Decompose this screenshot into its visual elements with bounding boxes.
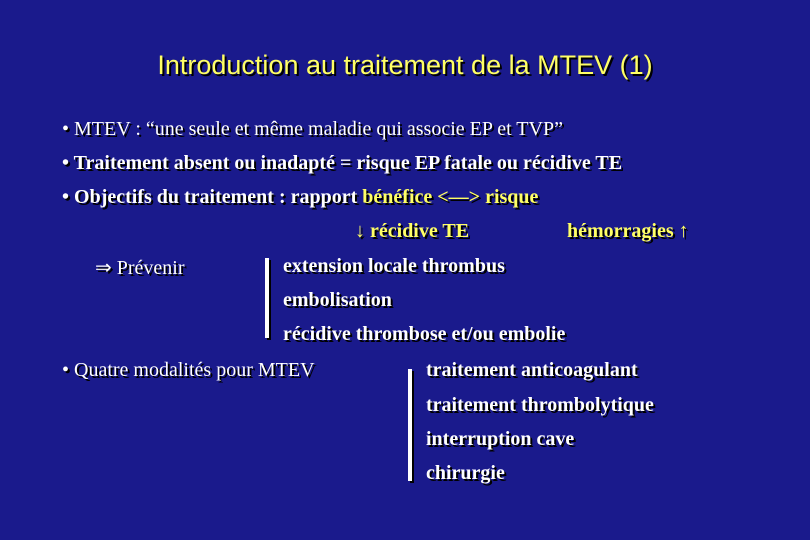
recidive-te-row bbox=[355, 220, 469, 243]
modalite-item-3: interruption cave bbox=[426, 428, 575, 450]
prevenir-item-3: récidive thrombose et/ou embolie bbox=[283, 323, 566, 345]
double-arrow: <—> bbox=[437, 186, 481, 208]
line-1-text: MTEV : “une seule et même maladie qui associe EP et TVP” bbox=[74, 118, 563, 140]
bullet-line-2 bbox=[62, 152, 622, 175]
modalites-bracket bbox=[408, 369, 412, 481]
bullet-line-3 bbox=[62, 186, 538, 209]
prevenir-item-1: extension locale thrombus bbox=[283, 255, 505, 277]
prevenir-label: Prévenir bbox=[116, 257, 185, 279]
bullet-line-4 bbox=[62, 359, 315, 382]
quatre-modalites-label: Quatre modalités pour MTEV bbox=[74, 359, 315, 381]
benefice-label: bénéfice bbox=[362, 186, 433, 208]
prevenir-row bbox=[95, 255, 185, 280]
bullet: • bbox=[62, 359, 70, 381]
recidive-te-label: récidive TE bbox=[370, 220, 470, 242]
slide-title: Introduction au traitement de la MTEV (1) bbox=[157, 50, 653, 80]
prevenir-bracket bbox=[265, 258, 269, 338]
line-2-text: Traitement absent ou inadapté = risque EP fatale ou récidive TE bbox=[73, 152, 623, 174]
modalite-item-4: chirurgie bbox=[426, 462, 505, 484]
prevenir-item-2: embolisation bbox=[283, 289, 392, 311]
arrow-down-icon: ↓ bbox=[355, 220, 365, 242]
hemorragies-row bbox=[567, 220, 689, 243]
implies-icon: ⇒ bbox=[95, 257, 112, 279]
hemorragies-label: hémorragies bbox=[567, 220, 674, 242]
risque-label: risque bbox=[485, 186, 539, 208]
bullet-line-1 bbox=[62, 118, 563, 141]
arrow-up-icon: ↑ bbox=[678, 220, 689, 242]
bullet: • bbox=[62, 118, 70, 140]
bullet: • bbox=[62, 186, 70, 208]
modalite-item-1: traitement anticoagulant bbox=[426, 359, 638, 381]
modalite-item-2: traitement thrombolytique bbox=[426, 394, 654, 416]
bullet: • bbox=[62, 152, 70, 174]
line-3-prefix: Objectifs du traitement : rapport bbox=[74, 186, 358, 208]
